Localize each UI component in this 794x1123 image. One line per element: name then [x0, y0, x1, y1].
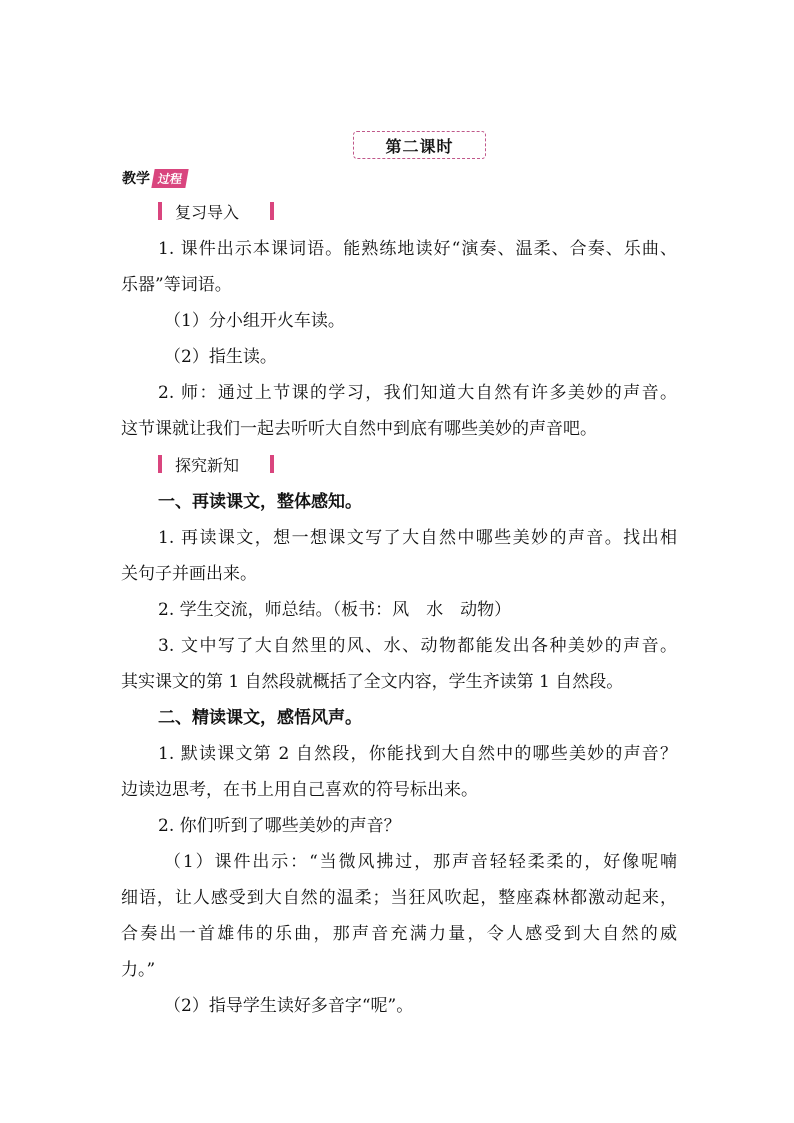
- paragraph-line: 1. 课件出示本课词语。能熟练地读好“演奏、温柔、合奏、乐曲、: [158, 239, 677, 259]
- paragraph-line: 细语，让人感受到大自然的温柔；当狂风吹起，整座森林都激动起来，: [121, 888, 677, 908]
- paragraph-line: 这节课就让我们一起去听听大自然中到底有哪些美妙的声音吧。: [121, 419, 597, 439]
- teaching-process-label: [122, 168, 187, 188]
- paragraph-line: 2. 师：通过上节课的学习，我们知道大自然有许多美妙的声音。: [158, 383, 677, 403]
- paragraph-line: （1）分小组开火车读。: [164, 311, 345, 331]
- section-heading-review: [158, 201, 274, 221]
- section-heading-explore: [158, 454, 274, 474]
- paragraph-line: 关句子并画出来。: [121, 564, 257, 584]
- paragraph-line: （2）指导学生读好多音字“呢”。: [164, 996, 414, 1016]
- paragraph-line: 3. 文中写了大自然里的风、水、动物都能发出各种美妙的声音。: [158, 636, 677, 656]
- paragraph-line: 1. 默读课文第 2 自然段，你能找到大自然中的哪些美妙的声音？: [158, 744, 677, 764]
- paragraph-line: 1. 再读课文，想一想课文写了大自然中哪些美妙的声音。找出相: [158, 528, 677, 548]
- paragraph-line: 乐器”等词语。: [121, 275, 232, 295]
- lesson-title: [353, 131, 486, 159]
- paragraph-line: 2. 你们听到了哪些美妙的声音？: [158, 816, 401, 836]
- paragraph-line: （1）课件出示：“当微风拂过，那声音轻轻柔柔的，好像呢喃: [164, 852, 677, 872]
- paragraph-line: 2. 学生交流，师总结。（板书：风 水 动物）: [158, 600, 512, 620]
- section-heading-explore-text: 探究新知: [175, 455, 240, 475]
- paragraph-line: 边读边思考，在书上用自己喜欢的符号标出来。: [121, 780, 478, 800]
- paragraph-line: （2）指生读。: [164, 347, 277, 367]
- paragraph-line: 力。”: [121, 960, 156, 980]
- section-heading-review-text: 复习导入: [175, 202, 240, 222]
- subheading: 二、精读课文，感悟风声。: [158, 708, 362, 728]
- lesson-title-text: 第二课时: [385, 136, 454, 156]
- paragraph-line: 其实课文的第 1 自然段就概括了全文内容，学生齐读第 1 自然段。: [121, 672, 624, 692]
- process-label-prefix: 教学: [122, 171, 150, 187]
- process-label-badge: 过程: [151, 169, 188, 188]
- subheading: 一、再读课文，整体感知。: [158, 492, 362, 512]
- paragraph-line: 合奏出一首雄伟的乐曲，那声音充满力量，令人感受到大自然的威: [121, 924, 677, 944]
